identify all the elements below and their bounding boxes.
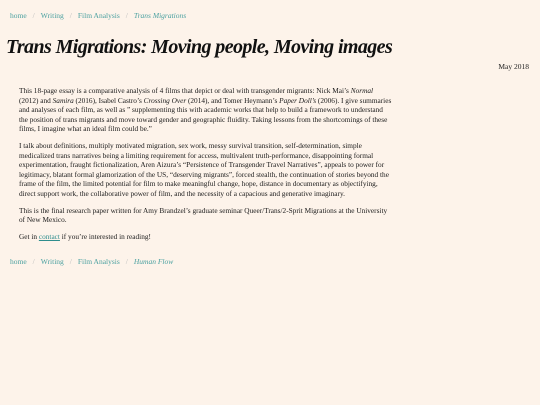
breadcrumb-separator: / <box>69 11 72 20</box>
paragraph-contact <box>19 232 393 242</box>
film-title-paper-dolls: Paper Doll’s <box>279 95 317 105</box>
text: if you’re interested in reading! <box>59 231 151 241</box>
breadcrumb-separator: / <box>125 257 128 266</box>
contact-link[interactable]: contact <box>38 231 60 241</box>
breadcrumb-home-link[interactable]: home <box>10 11 27 20</box>
breadcrumb-top <box>10 11 186 20</box>
paragraph-context: This is the final research paper written for Amy Brandzel’s graduate seminar Queer/Trans/2-Sprit Migrations at the University of New Mexico. <box>19 205 388 225</box>
text: (2014), and Tomer Heymann’s <box>186 95 280 105</box>
text: Get in <box>19 231 39 241</box>
text: (2016), Isabel Castro’s <box>73 95 144 105</box>
breadcrumb-film-analysis-link[interactable]: Film Analysis <box>77 11 120 20</box>
text: (2006). I give summaries and analyses of each film, as well as ” supplementing this with academic works that help to build a framework to understand the position of trans migrants and move toward gender and geographic fluidity. Taking lessons from the shortcomings of these films, I imagine what an ideal film could be.” <box>19 95 392 134</box>
film-title-crossing-over: Crossing Over <box>143 95 187 105</box>
breadcrumb-separator: / <box>32 257 35 266</box>
paragraph-topics: I talk about definitions, multiply motivated migration, sex work, messy survival transition, self-determination, simple medicalized trans narratives being a limiting requirement for access, multivalent truth-performance, disappointing formal experimentation, fraught fictionalization, Aren Aizura’s “Persistence of Transgender Travel Narratives”, appeals to power for legitimacy, blatant formal glamorization of the US, “deserving migrants”, forced stealth, the continuation of stories beyond the frame of the film, the limited potential for film to make meaningful change, hope, distance in documentary as objectifying, direct support work, the collaborative power of film, and the necessity of a capacious and generative imaginary. <box>19 140 389 198</box>
paragraph-intro <box>19 86 393 134</box>
article-body <box>19 86 393 248</box>
breadcrumb-writing-link[interactable]: Writing <box>40 11 64 20</box>
breadcrumb-current-page[interactable]: Trans Migrations <box>133 11 187 20</box>
next-page-link[interactable]: Human Flow <box>133 257 174 266</box>
text: (2012) and <box>19 95 53 105</box>
breadcrumb-film-analysis-link[interactable]: Film Analysis <box>77 257 120 266</box>
breadcrumb-separator: / <box>32 11 35 20</box>
page-title: Trans Migrations: Moving people, Moving images <box>6 36 393 58</box>
breadcrumb-home-link[interactable]: home <box>10 257 27 266</box>
breadcrumb-writing-link[interactable]: Writing <box>40 257 64 266</box>
film-title-normal: Normal <box>350 86 374 95</box>
breadcrumb-separator: / <box>125 11 128 20</box>
post-date: May 2018 <box>498 62 529 71</box>
text: This 18-page essay is a comparative analysis of 4 films that depict or deal with transgender migrants: Nick Mai’s <box>19 86 351 95</box>
film-title-samira: Samira <box>52 95 74 105</box>
breadcrumb-separator: / <box>69 257 72 266</box>
breadcrumb-bottom <box>10 257 173 266</box>
